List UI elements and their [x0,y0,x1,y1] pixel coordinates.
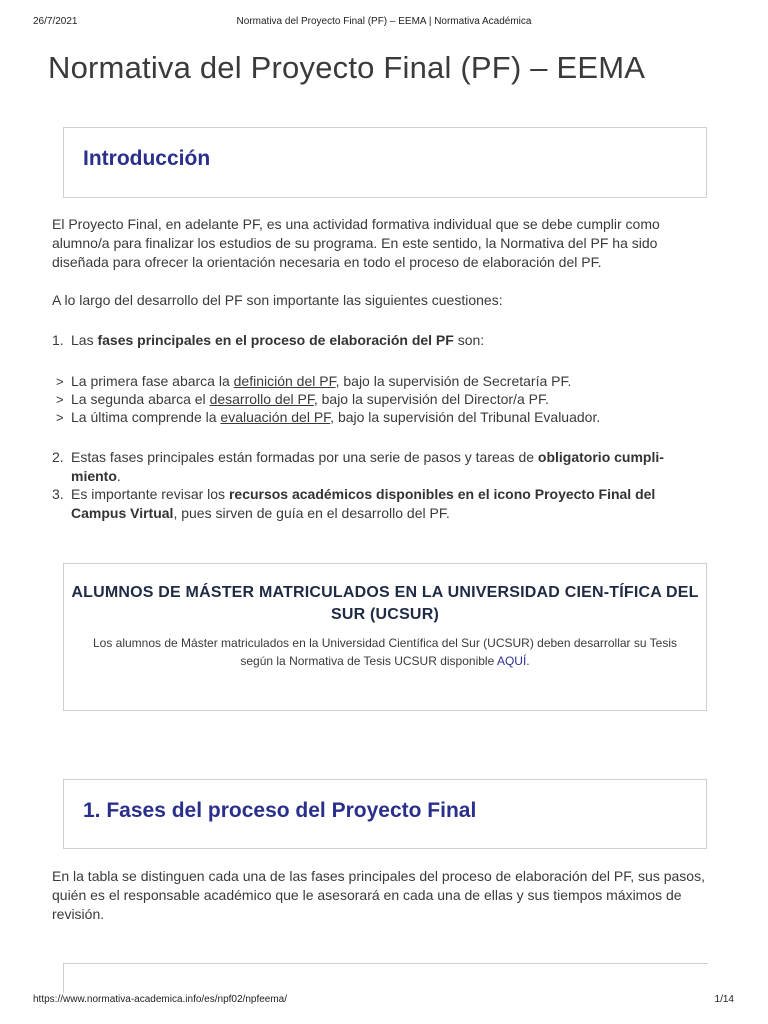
intro-heading: Introducción [83,147,211,170]
sub-item-definicion: La primera fase abarca la definición del PF, bajo la supervisión de Secretaría PF. [71,373,572,389]
list-item-2: Estas fases principales están formadas por una serie de pasos y tareas de obligatorio cumpli-miento. [71,449,664,484]
sub-item-evaluacion: La última comprende la evaluación del PF, bajo la supervisión del Tribunal Evaluador. [71,409,601,425]
header-date: 26/7/2021 [33,16,78,27]
list-item-3: Es importante revisar los recursos académicos disponibles en el icono Proyecto Final del Campus Virtual, pues sirven de guía en el desarrollo del PF. [71,486,656,521]
ucsur-body: Los alumnos de Máster matriculados en la Universidad Científica del Sur (UCSUR) deben desarrollar su Tesis según la Normativa de Tesis UCSUR disponible AQUÍ. [92,636,678,668]
list-number-2: 2. [52,449,64,465]
list-number-3: 3. [52,486,64,502]
chevron-right-icon: > [56,392,64,407]
intro-paragraph-2: A lo largo del desarrollo del PF son importante las siguientes cuestiones: [52,292,503,308]
list-number-1: 1. [52,332,64,348]
intro-paragraph-1: El Proyecto Final, en adelante PF, es una actividad formativa individual que se debe cumplir como alumno/a para finalizar los estudios de su programa. En este sentido, la Normativa del PF ha sido diseñada para ofrecer la orientación necesaria en todo el proceso de elaboración del PF. [52,216,660,270]
section1-paragraph: En la tabla se distinguen cada una de las fases principales del proceso de elaboración del PF, sus pasos, quién es el responsable académico que le asesorará en cada una de ellas y sus tiempos máximos de revisión. [52,868,705,922]
chevron-right-icon: > [56,374,64,389]
footer-url: https://www.normativa-academica.info/es/npf02/npfeema/ [33,994,288,1005]
sub-item-desarrollo: La segunda abarca el desarrollo del PF, bajo la supervisión del Director/a PF. [71,391,549,407]
list-item-1: Las fases principales en el proceso de elaboración del PF son: [71,332,485,348]
ucsur-title: ALUMNOS DE MÁSTER MATRICULADOS EN LA UNIVERSIDAD CIEN-TÍFICA DEL SUR (UCSUR) [71,584,699,623]
ucsur-notice-box [63,563,707,711]
page-title: Normativa del Proyecto Final (PF) – EEMA [48,50,646,85]
chevron-right-icon: > [56,410,64,425]
section1-heading-box [63,779,707,849]
link-desarrollo-pf[interactable]: desarrollo del PF [209,391,314,407]
footer-page-number: 1/14 [714,994,734,1005]
intro-heading-box [63,127,707,198]
table-box-partial [63,963,708,993]
header-doc-title: Normativa del Proyecto Final (PF) – EEMA | Normativa Académica [236,16,532,27]
link-evaluacion-pf[interactable]: evaluación del PF [220,409,331,425]
link-aqui[interactable]: AQUÍ [496,654,527,668]
section1-heading: 1. Fases del proceso del Proyecto Final [83,799,477,822]
link-definicion-pf[interactable]: definición del PF [233,373,336,389]
